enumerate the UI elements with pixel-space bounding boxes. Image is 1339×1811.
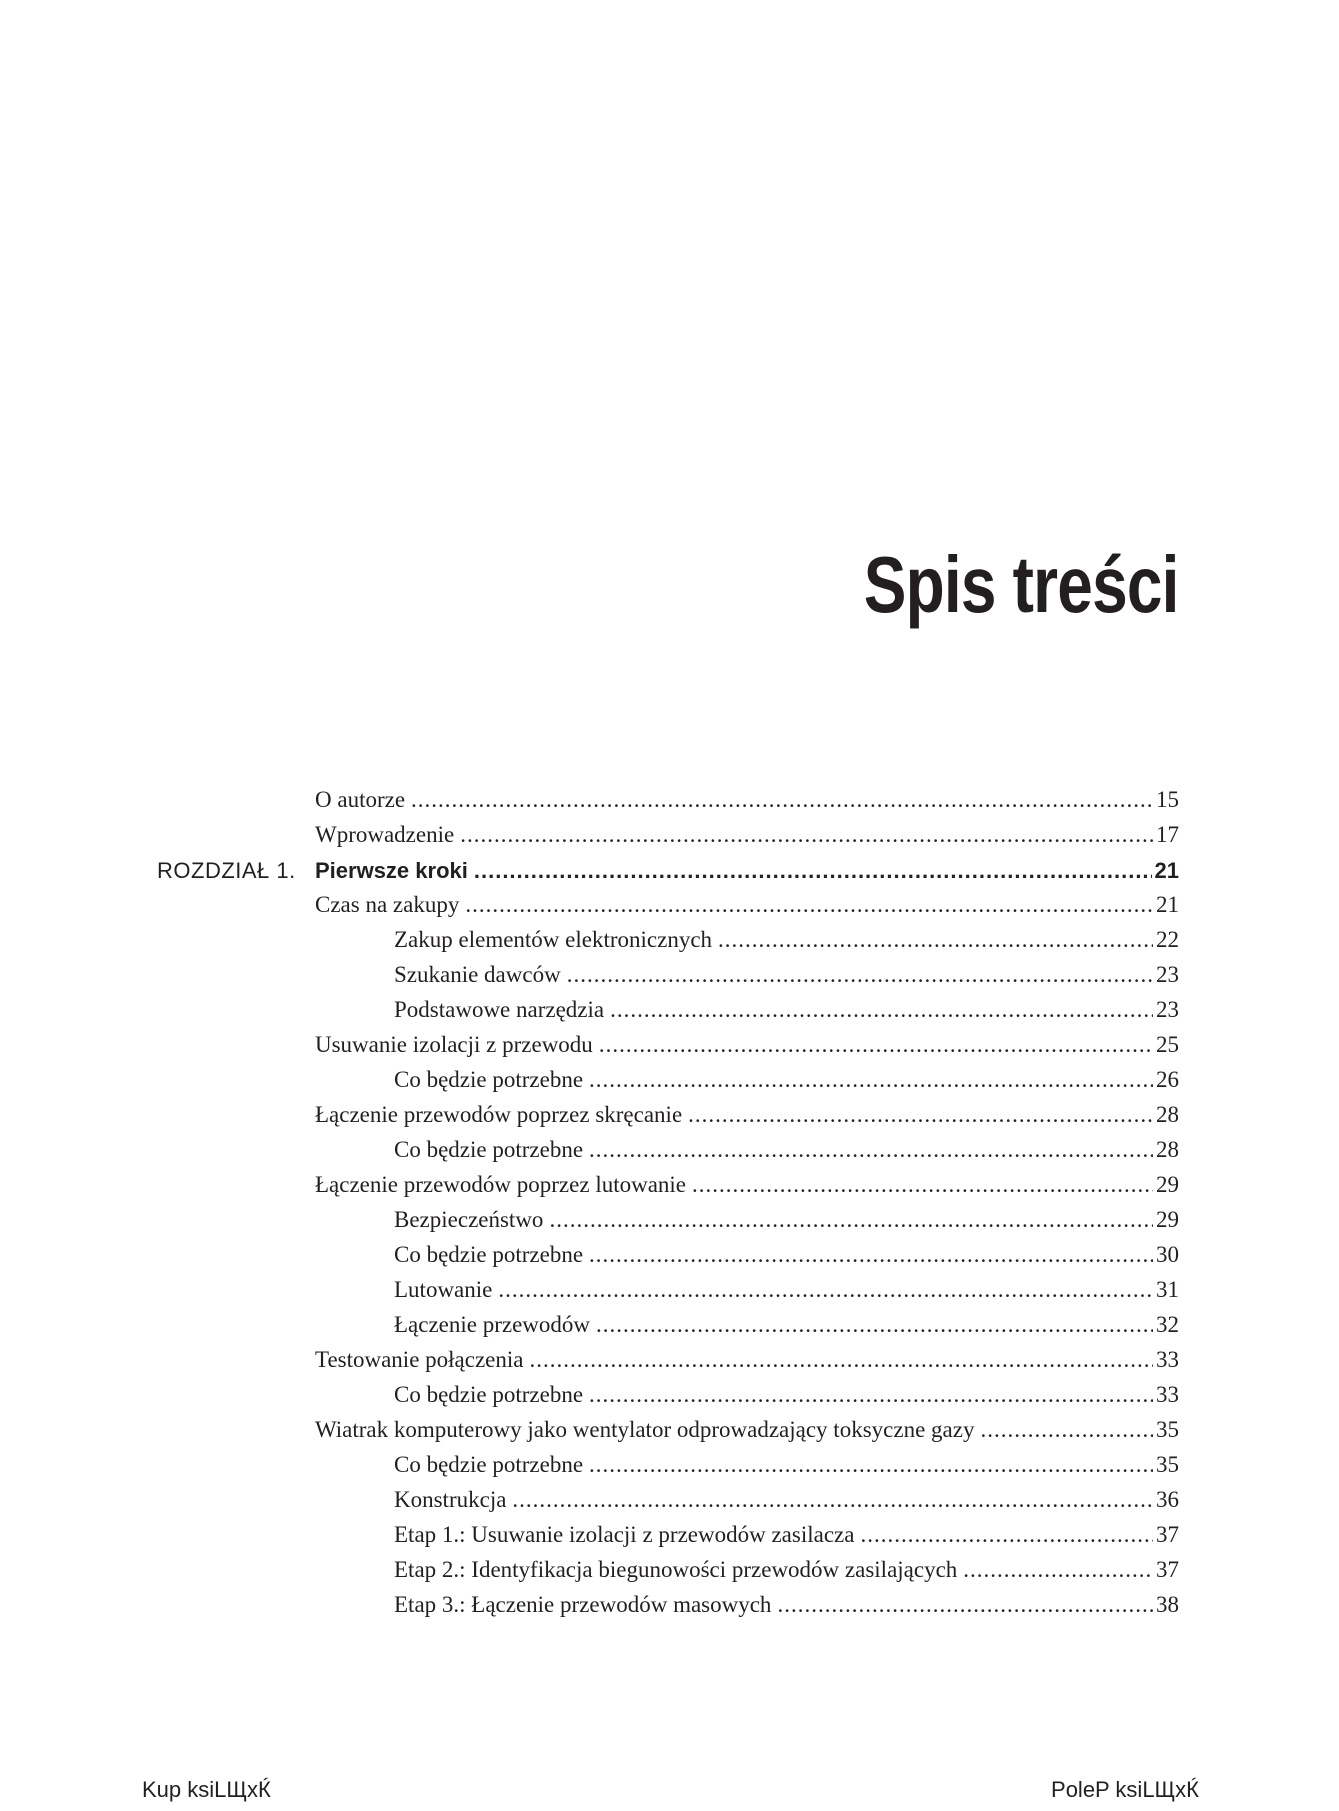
toc-entry-title: Konstrukcja bbox=[394, 1487, 507, 1512]
toc-entry-title: Co będzie potrzebne bbox=[394, 1452, 584, 1477]
toc-page-number: 17 bbox=[1156, 822, 1179, 847]
dot-leader bbox=[589, 1135, 1153, 1165]
toc-page-number: 30 bbox=[1156, 1242, 1179, 1267]
dot-leader bbox=[589, 1065, 1153, 1095]
dot-leader bbox=[596, 1310, 1153, 1340]
toc-entry-title: Co będzie potrzebne bbox=[394, 1067, 584, 1092]
toc-entry-title: O autorze bbox=[315, 787, 406, 812]
toc-entry-title: Czas na zakupy bbox=[315, 892, 460, 917]
toc-entry-title: Szukanie dawców bbox=[394, 962, 561, 987]
share-book-link[interactable]: PoleP ksiLЩxЌ bbox=[1051, 1777, 1199, 1802]
toc-page-number: 38 bbox=[1156, 1592, 1179, 1617]
toc-entry-title: Zakup elementów elektronicznych bbox=[394, 927, 713, 952]
dot-leader bbox=[460, 820, 1153, 850]
toc-subsection-entry[interactable] bbox=[394, 960, 1179, 990]
toc-page-number: 15 bbox=[1156, 787, 1179, 812]
toc-chapter-entry[interactable] bbox=[315, 856, 1179, 886]
toc-subsection-entry[interactable] bbox=[394, 1275, 1179, 1305]
dot-leader bbox=[980, 1415, 1153, 1445]
dot-leader bbox=[777, 1590, 1153, 1620]
toc-subsection-entry[interactable] bbox=[394, 1590, 1179, 1620]
toc-entry-title: Etap 3.: Łączenie przewodów masowych bbox=[394, 1592, 772, 1617]
toc-entry-title: Etap 1.: Usuwanie izolacji z przewodów zasilacza bbox=[394, 1522, 855, 1547]
dot-leader bbox=[465, 890, 1153, 920]
page-title: Spis treści bbox=[864, 540, 1179, 629]
dot-leader bbox=[589, 1240, 1153, 1270]
dot-leader bbox=[567, 960, 1153, 990]
dot-leader bbox=[599, 1030, 1153, 1060]
dot-leader bbox=[692, 1170, 1153, 1200]
toc-page-number: 35 bbox=[1156, 1452, 1179, 1477]
toc-page-number: 37 bbox=[1156, 1522, 1179, 1547]
toc-section-entry[interactable] bbox=[315, 1100, 1179, 1130]
toc-section-entry[interactable] bbox=[315, 890, 1179, 920]
toc-section-entry[interactable] bbox=[315, 1345, 1179, 1375]
toc-page-number: 32 bbox=[1156, 1312, 1179, 1337]
toc-subsection-entry[interactable] bbox=[394, 1310, 1179, 1340]
toc-subsection-entry[interactable] bbox=[394, 925, 1179, 955]
toc-entry-title: Łączenie przewodów poprzez lutowanie bbox=[315, 1172, 687, 1197]
dot-leader bbox=[512, 1485, 1153, 1515]
toc-page-number: 31 bbox=[1156, 1277, 1179, 1302]
toc-entry-title: Wprowadzenie bbox=[315, 822, 455, 847]
toc-entry-title: Etap 2.: Identyfikacja biegunowości przewodów zasilających bbox=[394, 1557, 958, 1582]
toc-entry-title: Co będzie potrzebne bbox=[394, 1137, 584, 1162]
toc-subsection-entry[interactable] bbox=[394, 1240, 1179, 1270]
toc-page-number: 25 bbox=[1156, 1032, 1179, 1057]
toc-section-entry[interactable] bbox=[315, 1030, 1179, 1060]
toc-page-number: 28 bbox=[1156, 1137, 1179, 1162]
toc-subsection-entry[interactable] bbox=[394, 1485, 1179, 1515]
dot-leader bbox=[589, 1380, 1153, 1410]
toc-entry-title: Co będzie potrzebne bbox=[394, 1242, 584, 1267]
toc-page-number: 22 bbox=[1156, 927, 1179, 952]
toc-entry-title: Usuwanie izolacji z przewodu bbox=[315, 1032, 593, 1057]
toc-subsection-entry[interactable] bbox=[394, 1135, 1179, 1165]
dot-leader bbox=[718, 925, 1153, 955]
toc-page-number: 33 bbox=[1156, 1347, 1179, 1372]
toc-entry-o-autorze[interactable] bbox=[315, 785, 1179, 815]
toc-page-number: 26 bbox=[1156, 1067, 1179, 1092]
toc-entry-title: Wiatrak komputerowy jako wentylator odprowadzający toksyczne gazy bbox=[315, 1417, 975, 1442]
toc-page-number: 23 bbox=[1156, 997, 1179, 1022]
toc-subsection-entry[interactable] bbox=[394, 1065, 1179, 1095]
dot-leader bbox=[610, 995, 1153, 1025]
toc-page-number: 23 bbox=[1156, 962, 1179, 987]
toc-subsection-entry[interactable] bbox=[394, 1380, 1179, 1410]
toc-entry-title: Łączenie przewodów bbox=[394, 1312, 591, 1337]
toc-subsection-entry[interactable] bbox=[394, 1520, 1179, 1550]
dot-leader bbox=[474, 856, 1152, 886]
toc-entry-title: Łączenie przewodów poprzez skręcanie bbox=[315, 1102, 683, 1127]
toc-subsection-entry[interactable] bbox=[394, 995, 1179, 1025]
dot-leader bbox=[549, 1205, 1153, 1235]
toc-section-entry[interactable] bbox=[315, 1415, 1179, 1445]
toc-entry-wprowadzenie[interactable] bbox=[315, 820, 1179, 850]
toc-entry-title: Testowanie połączenia bbox=[315, 1347, 524, 1372]
toc-section-entry[interactable] bbox=[315, 1170, 1179, 1200]
buy-book-link[interactable]: Kup ksiLЩxЌ bbox=[142, 1777, 271, 1802]
toc-subsection-entry[interactable] bbox=[394, 1205, 1179, 1235]
toc-entry-title: Co będzie potrzebne bbox=[394, 1382, 584, 1407]
toc-page-number: 21 bbox=[1156, 892, 1179, 917]
toc-subsection-entry[interactable] bbox=[394, 1450, 1179, 1480]
toc-page-number: 37 bbox=[1156, 1557, 1179, 1582]
toc-subsection-entry[interactable] bbox=[394, 1555, 1179, 1585]
dot-leader bbox=[589, 1450, 1153, 1480]
toc-entry-title: Bezpieczeństwo bbox=[394, 1207, 544, 1232]
dot-leader bbox=[963, 1555, 1153, 1585]
toc-page-number: 35 bbox=[1156, 1417, 1179, 1442]
dot-leader bbox=[860, 1520, 1153, 1550]
dot-leader bbox=[529, 1345, 1153, 1375]
toc-page-number: 21 bbox=[1154, 858, 1179, 883]
dot-leader bbox=[498, 1275, 1153, 1305]
toc-page-number: 36 bbox=[1156, 1487, 1179, 1512]
toc-page-number: 33 bbox=[1156, 1382, 1179, 1407]
chapter-label: ROZDZIAŁ 1. bbox=[157, 858, 296, 883]
dot-leader bbox=[411, 785, 1153, 815]
toc-entry-title: Podstawowe narzędzia bbox=[394, 997, 605, 1022]
toc-page-number: 29 bbox=[1156, 1172, 1179, 1197]
dot-leader bbox=[688, 1100, 1153, 1130]
toc-page-number: 28 bbox=[1156, 1102, 1179, 1127]
chapter-title: Pierwsze kroki bbox=[315, 858, 468, 883]
toc-entry-title: Lutowanie bbox=[394, 1277, 493, 1302]
toc-page-number: 29 bbox=[1156, 1207, 1179, 1232]
